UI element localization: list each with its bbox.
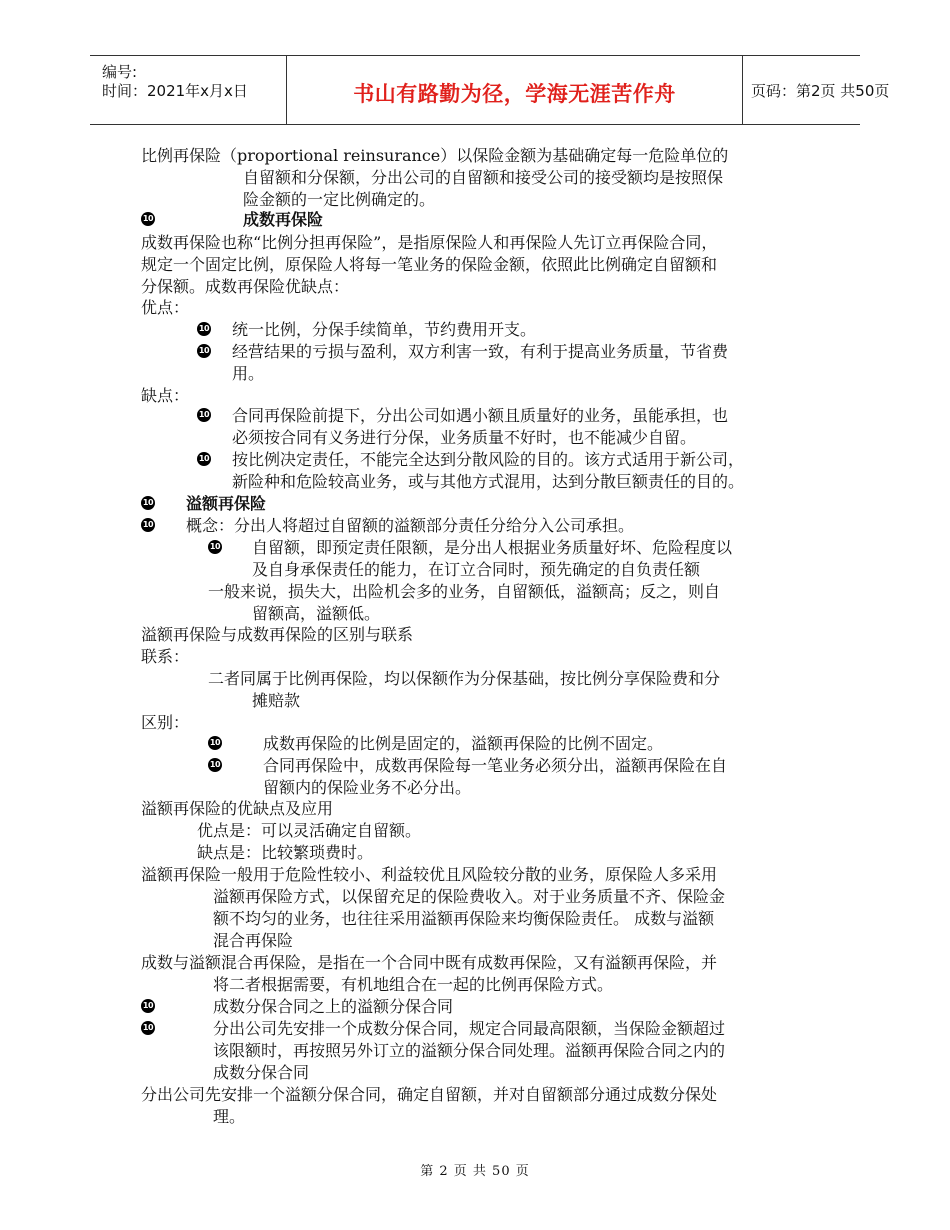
paragraph-line: 留额高，溢额低。 [252, 604, 381, 623]
paragraph-line: 溢额再保险一般用于危险性较小、利益较优且风险较分散的业务，原保险人多采用 [141, 865, 718, 884]
bullet-icon: 10 [141, 999, 155, 1013]
list-item: 合同再保险中，成数再保险每一笔业务必须分出，溢额再保险在自 [263, 756, 728, 775]
list-item: 用。 [232, 364, 265, 383]
bullet-icon: 10 [197, 452, 211, 466]
list-item: 该限额时，再按照另外订立的溢额分保合同处理。溢额再保险合同之内的 [213, 1041, 726, 1060]
page-info: 页码：第2页 共50页 [751, 82, 890, 100]
bullet-icon: 10 [197, 322, 211, 336]
paragraph-line: 一般来说，损失大，出险机会多的业务，自留额低，溢额高；反之，则自 [208, 582, 721, 601]
list-item: 分出公司先安排一个成数分保合同，规定合同最高限额，当保险金额超过 [213, 1019, 726, 1038]
paragraph-line: 溢额再保险方式，以保留充足的保险费收入。对于业务质量不齐、保险金 [213, 887, 726, 906]
paragraph-line: 缺点是：比较繁琐费时。 [197, 843, 374, 862]
motto: 书山有路勤为径，学海无涯苦作舟 [353, 82, 676, 106]
paragraph-line: 成数与溢额混合再保险，是指在一个合同中既有成数再保险，又有溢额再保险，并 [141, 953, 718, 972]
section-heading: 成数再保险 [243, 210, 324, 229]
section-heading: 溢额再保险 [186, 494, 267, 513]
paragraph-line: 摊赔款 [252, 691, 301, 710]
bullet-icon: 10 [208, 540, 222, 554]
link-label: 联系： [141, 647, 190, 666]
paragraph-line: 规定一个固定比例，原保险人将每一笔业务的保险金额，依照此比例确定自留额和 [141, 255, 718, 274]
list-item: 按比例决定责任，不能完全达到分散风险的目的。该方式适用于新公司， [232, 450, 745, 469]
date-label: 时间：2021年x月x日 [102, 82, 248, 100]
list-item: 概念：分出人将超过自留额的溢额部分责任分给分入公司承担。 [186, 516, 635, 535]
list-item: 成数分保合同 [213, 1063, 310, 1082]
list-item: 成数分保合同之上的溢额分保合同 [213, 997, 454, 1016]
list-item: 自留额，即预定责任限额，是分出人根据业务质量好坏、危险程度以 [252, 538, 733, 557]
paragraph-line: 理。 [213, 1107, 246, 1126]
list-item: 经营结果的亏损与盈利，双方利害一致，有利于提高业务质量，节省费 [232, 342, 729, 361]
list-item: 统一比例，分保手续简单，节约费用开支。 [232, 320, 537, 339]
list-item: 及自身承保责任的能力，在订立合同时，预先确定的自负责任额 [252, 560, 701, 579]
paragraph-line: 将二者根据需要，有机地组合在一起的比例再保险方式。 [213, 975, 614, 994]
paragraph-line: 额不均匀的业务，也往往采用溢额再保险来均衡保险责任。 成数与溢额 [213, 909, 715, 928]
bullet-icon: 10 [208, 758, 222, 772]
list-item: 留额内的保险业务不必分出。 [263, 778, 472, 797]
paragraph-line: 险金额的一定比例确定的。 [243, 190, 436, 209]
subsection-title: 溢额再保险的优缺点及应用 [141, 799, 334, 818]
header-meta-cell [90, 56, 286, 124]
paragraph-line: 二者同属于比例再保险，均以保额作为分保基础，按比例分享保险费和分 [208, 669, 721, 688]
subsection-title: 溢额再保险与成数再保险的区别与联系 [141, 625, 414, 644]
list-item: 新险种和危险较高业务，或与其他方式混用，达到分散巨额责任的目的。 [232, 472, 745, 491]
paragraph-line: 分保额。成数再保险优缺点： [141, 277, 350, 296]
list-item: 合同再保险前提下，分出公司如遇小额且质量好的业务，虽能承担，也 [232, 406, 729, 425]
paragraph-line: 成数再保险也称“比例分担再保险”，是指原保险人和再保险人先订立再保险合同， [141, 233, 718, 252]
bullet-icon: 10 [141, 212, 155, 226]
page-header [90, 55, 890, 125]
header-page-cell [741, 56, 890, 124]
number-label: 编号: [102, 63, 138, 81]
bullet-icon: 10 [141, 496, 155, 510]
list-item: 必须按合同有义务进行分保，业务质量不好时，也不能减少自留。 [232, 428, 697, 447]
bullet-icon: 10 [197, 344, 211, 358]
list-item: 成数再保险的比例是固定的，溢额再保险的比例不固定。 [263, 734, 664, 753]
bullet-icon: 10 [208, 736, 222, 750]
header-motto-cell [286, 56, 743, 124]
disadvantages-label: 缺点： [141, 386, 190, 405]
advantages-label: 优点： [141, 298, 190, 317]
paragraph-line: 自留额和分保额，分出公司的自留额和接受公司的接受额均是按照保 [243, 168, 724, 187]
paragraph-line: 优点是：可以灵活确定自留额。 [197, 821, 422, 840]
paragraph-line: 比例再保险（proportional reinsurance）以保险金额为基础确定每一危险单位的 [141, 146, 729, 165]
difference-label: 区别： [141, 713, 190, 732]
page-footer: 第 2 页 共 50 页 [420, 1164, 530, 1179]
bullet-icon: 10 [141, 1021, 155, 1035]
bullet-icon: 10 [141, 518, 155, 532]
paragraph-line: 混合再保险 [213, 931, 294, 950]
bullet-icon: 10 [197, 408, 211, 422]
paragraph-line: 分出公司先安排一个溢额分保合同，确定自留额，并对自留额部分通过成数分保处 [141, 1085, 718, 1104]
